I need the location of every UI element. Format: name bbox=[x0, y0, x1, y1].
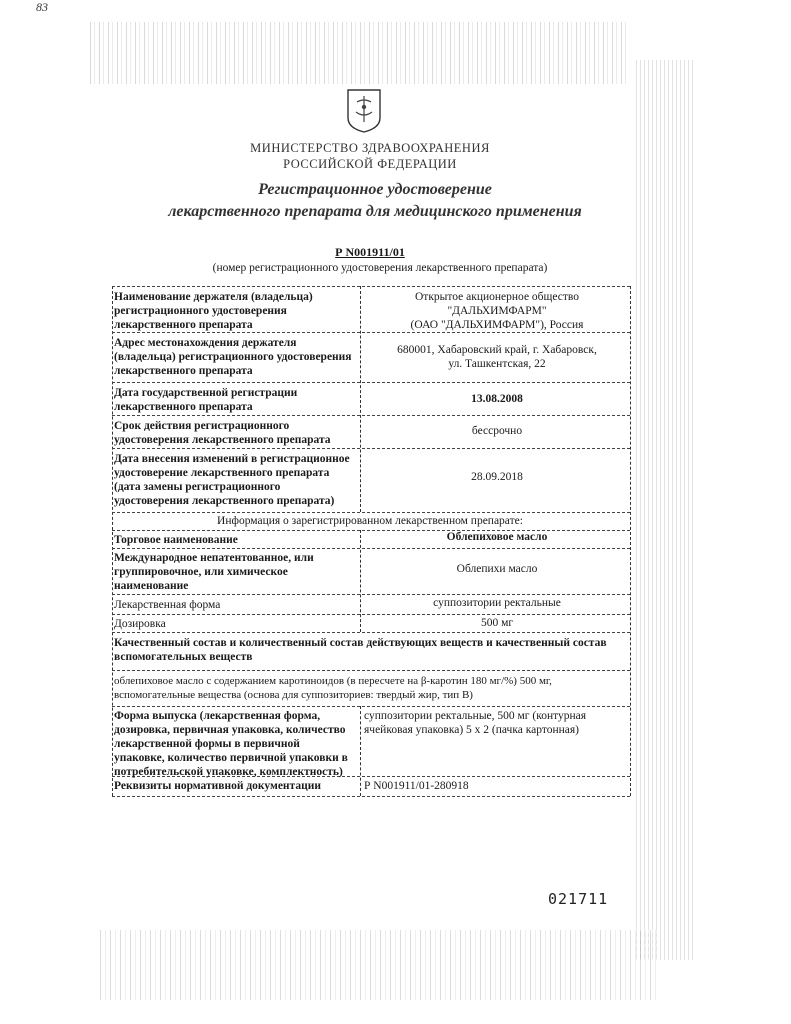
row-separator bbox=[112, 332, 630, 333]
value-line: ячейковая упаковка) 5 х 2 (пачка картонная) bbox=[364, 724, 579, 736]
label-line: вспомогательных веществ bbox=[114, 651, 253, 663]
value-line: вспомогательные вещества (основа для суппозиториев: твердый жир, тип В) bbox=[114, 689, 473, 701]
label-line: Международное непатентованное, или bbox=[114, 552, 314, 564]
row-separator bbox=[112, 614, 630, 615]
value-line: "ДАЛЬХИМФАРМ" bbox=[447, 305, 547, 317]
column-divider-bottom bbox=[360, 706, 361, 796]
row-separator bbox=[112, 548, 630, 549]
ministry-line-1: МИНИСТЕРСТВО ЗДРАВООХРАНЕНИЯ bbox=[250, 141, 490, 155]
title-line-2: лекарственного препарата для медицинского применения bbox=[168, 203, 582, 220]
registration-date-label bbox=[114, 386, 354, 414]
dosage-value: 500 мг bbox=[480, 617, 514, 629]
label-line: (дата замены регистрационного bbox=[114, 481, 281, 493]
validity-value: бессрочно bbox=[471, 425, 523, 437]
section-drug-info: Информация о зарегистрированном лекарственном препарате: bbox=[217, 515, 523, 527]
label-line: Дата государственной регистрации bbox=[114, 387, 298, 399]
row-separator bbox=[112, 415, 630, 416]
left-border bbox=[112, 286, 113, 796]
change-date-value: 28.09.2018 bbox=[471, 471, 523, 483]
row-separator bbox=[112, 448, 630, 449]
ministry-name bbox=[190, 140, 550, 172]
dosage-form-value: суппозитории ректальные bbox=[433, 597, 561, 609]
registration-date-value: 13.08.2008 bbox=[471, 393, 523, 405]
registration-form-table bbox=[112, 286, 632, 796]
value-line: 680001, Хабаровский край, г. Хабаровск, bbox=[397, 344, 597, 356]
value-line: (ОАО "ДАЛЬХИМФАРМ"), Россия bbox=[410, 319, 584, 331]
label-line: регистрационного удостоверения bbox=[114, 305, 287, 317]
label-line: Дата внесения изменений в регистрационное bbox=[114, 453, 350, 465]
holder-name-label bbox=[114, 290, 354, 332]
normative-docs-label: Реквизиты нормативной документации bbox=[114, 780, 321, 792]
label-line: Качественный состав и количественный состав действующих веществ и качественный состав bbox=[114, 637, 607, 649]
label-line: дозировка, первичная упаковка, количество bbox=[114, 724, 346, 736]
label-line: удостоверения лекарственного препарата bbox=[114, 434, 331, 446]
label-line: Форма выпуска (лекарственная форма, bbox=[114, 710, 321, 722]
scan-noise-bottom bbox=[100, 930, 660, 1000]
release-form-label bbox=[114, 709, 354, 779]
label-line: наименование bbox=[114, 580, 189, 592]
label-line: удостоверение лекарственного препарата bbox=[114, 467, 330, 479]
registration-number-caption: (номер регистрационного удостоверения лекарственного препарата) bbox=[212, 262, 548, 274]
trade-name-label: Торговое наименование bbox=[114, 534, 238, 546]
row-separator bbox=[112, 670, 630, 671]
change-date-label bbox=[114, 452, 354, 508]
ministry-line-2: РОССИЙСКОЙ ФЕДЕРАЦИИ bbox=[283, 157, 457, 171]
trade-name-value: Облепиховое масло bbox=[446, 531, 548, 543]
row-separator bbox=[112, 594, 630, 595]
validity-label bbox=[114, 419, 354, 447]
inn-label bbox=[114, 551, 354, 593]
document-title bbox=[95, 179, 655, 223]
scan-noise-top bbox=[90, 22, 630, 84]
row-separator bbox=[112, 796, 630, 797]
composition-label bbox=[114, 636, 626, 664]
value-line: ул. Ташкентская, 22 bbox=[448, 358, 546, 370]
label-line: группировочное, или химическое bbox=[114, 566, 288, 578]
holder-address-label bbox=[114, 336, 354, 378]
value-line: суппозитории ректальные, 500 мг (контурная bbox=[364, 710, 587, 722]
label-line: Срок действия регистрационного bbox=[114, 420, 290, 432]
holder-address-value bbox=[364, 343, 630, 371]
label-line: удостоверения лекарственного препарата) bbox=[114, 495, 335, 507]
coat-of-arms-icon bbox=[344, 88, 384, 134]
column-divider-middle bbox=[360, 530, 361, 632]
dosage-label: Дозировка bbox=[114, 618, 166, 630]
value-line: Открытое акционерное общество bbox=[415, 291, 579, 303]
label-line: Наименование держателя (владельца) bbox=[114, 291, 313, 303]
row-separator bbox=[112, 512, 630, 513]
row-separator bbox=[112, 706, 630, 707]
column-divider-top bbox=[360, 286, 361, 512]
row-separator bbox=[112, 286, 630, 287]
label-line: лекарственной формы в первичной bbox=[114, 738, 300, 750]
label-line: потребительской упаковке, комплектность) bbox=[114, 766, 343, 778]
label-line: лекарственного препарата bbox=[114, 401, 253, 413]
document-serial-number: 021711 bbox=[548, 890, 609, 908]
composition-value bbox=[114, 674, 626, 702]
holder-name-value bbox=[364, 290, 630, 332]
row-separator bbox=[112, 382, 630, 383]
label-line: лекарственного препарата bbox=[114, 319, 253, 331]
title-line-1: Регистрационное удостоверение bbox=[258, 181, 492, 198]
registration-number: Р N001911/01 bbox=[335, 245, 405, 259]
row-separator bbox=[112, 632, 630, 633]
normative-docs-value: Р N001911/01-280918 bbox=[364, 780, 469, 792]
corner-handwritten-mark: 83 bbox=[36, 0, 48, 14]
label-line: Адрес местонахождения держателя bbox=[114, 337, 297, 349]
value-line: облепиховое масло с содержанием каротиноидов (в пересчете на β-каротин 180 мг/%) 500 мг, bbox=[114, 675, 552, 687]
dosage-form-label: Лекарственная форма bbox=[114, 599, 221, 611]
right-border bbox=[630, 286, 631, 796]
release-form-value bbox=[364, 709, 630, 737]
label-line: (владельца) регистрационного удостоверения bbox=[114, 351, 352, 363]
label-line: лекарственного препарата bbox=[114, 365, 253, 377]
label-line: упаковке, количество первичной упаковки в bbox=[114, 752, 348, 764]
inn-value: Облепихи масло bbox=[456, 563, 538, 575]
